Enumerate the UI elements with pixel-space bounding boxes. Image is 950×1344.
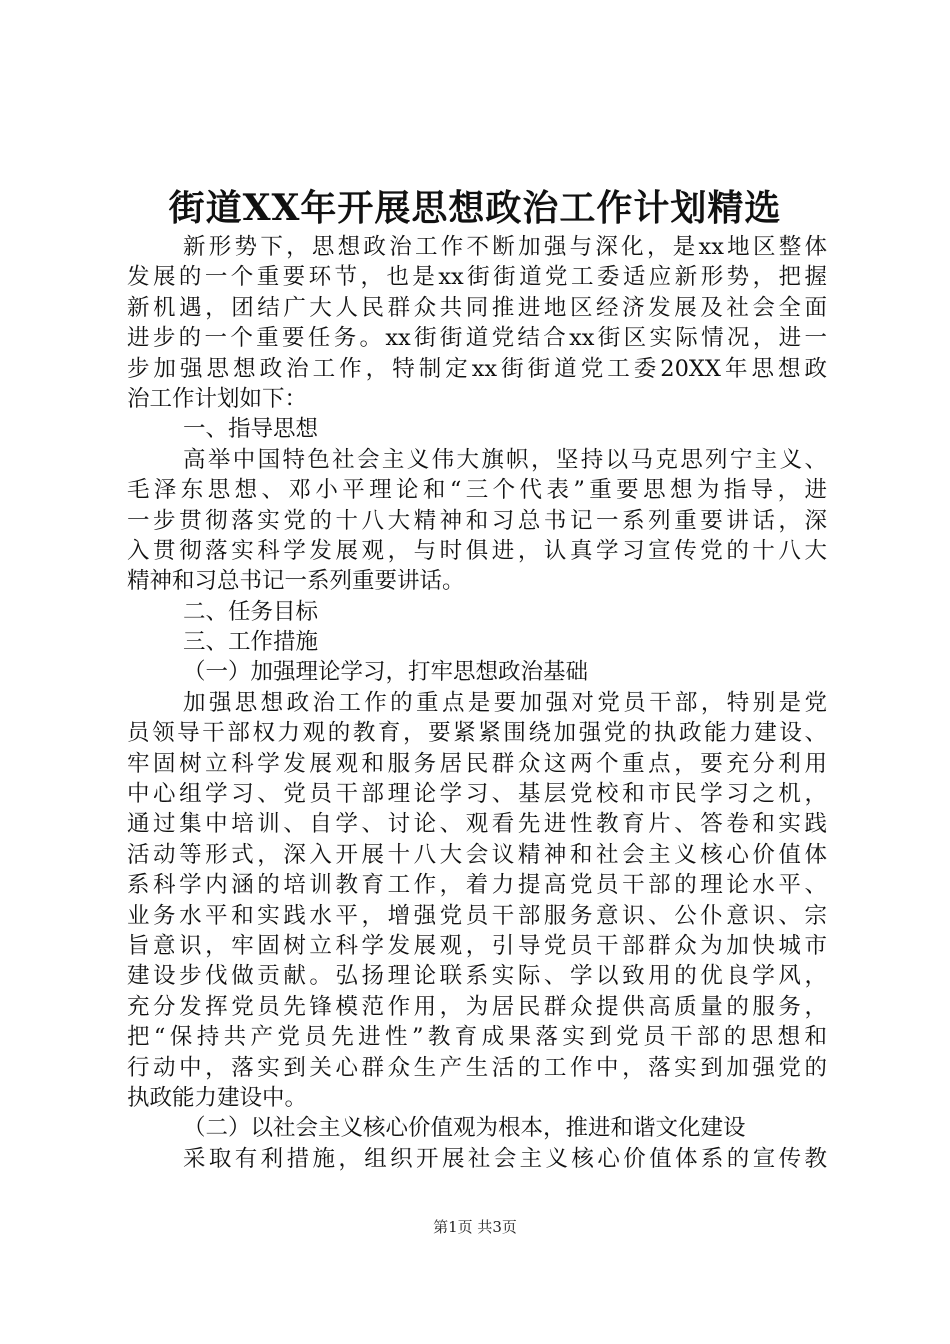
text-line: 步加强思想政治工作，特制定xx街街道党工委20XX年思想政 xyxy=(127,355,827,382)
text-line: 新形势下，思想政治工作不断加强与深化，是xx地区整体 xyxy=(183,234,827,260)
text-line: 员领导干部权力观的教育，要紧紧围绕加强党的执政能力建设、 xyxy=(127,720,827,747)
text-line: 采取有利措施，组织开展社会主义核心价值体系的宣传教 xyxy=(183,1145,827,1172)
text-line: 执政能力建设中。 xyxy=(127,1084,308,1111)
text-line: 进步的一个重要任务。xx街街道党结合xx街区实际情况，进一 xyxy=(127,325,827,352)
text-line: 高举中国特色社会主义伟大旗帜，坚持以马克思列宁主义、 xyxy=(183,446,827,473)
text-line: 毛泽东思想、邓小平理论和“三个代表”重要思想为指导，进 xyxy=(127,477,827,504)
page-footer: 第1页 共3页 xyxy=(433,1218,517,1236)
section-heading: 三、工作措施 xyxy=(183,629,319,656)
text-line: 系科学内涵的培训教育工作，着力提高党员干部的理论水平、 xyxy=(127,872,827,899)
text-line: 治工作计划如下： xyxy=(127,385,308,412)
text-line: 业务水平和实践水平，增强党员干部服务意识、公仆意识、宗 xyxy=(127,902,827,929)
text-line: 精神和习总书记一系列重要讲话。 xyxy=(127,568,465,595)
section-heading: 二、任务目标 xyxy=(183,598,319,625)
subsection-heading: （一）加强理论学习，打牢思想政治基础 xyxy=(183,659,589,686)
section-heading: 一、指导思想 xyxy=(183,416,319,443)
text-line: 建设步伐做贡献。弘扬理论联系实际、学以致用的优良学风， xyxy=(127,963,827,990)
text-line: 发展的一个重要环节，也是xx街街道党工委适应新形势，把握 xyxy=(127,264,827,291)
document-title: 街道XX年开展思想政治工作计划精选 xyxy=(168,187,782,229)
text-line: 中心组学习、党员干部理论学习、基层党校和市民学习之机， xyxy=(127,781,827,808)
text-line: 新机遇，团结广大人民群众共同推进地区经济发展及社会全面 xyxy=(127,294,827,321)
text-line: 通过集中培训、自学、讨论、观看先进性教育片、答卷和实践 xyxy=(127,811,827,838)
text-line: 充分发挥党员先锋模范作用，为居民群众提供高质量的服务， xyxy=(127,993,827,1020)
text-line: 入贯彻落实科学发展观，与时俱进，认真学习宣传党的十八大 xyxy=(127,537,827,564)
text-line: 活动等形式，深入开展十八大会议精神和社会主义核心价值体 xyxy=(127,841,827,868)
text-line: 行动中，落实到关心群众生产生活的工作中，落实到加强党的 xyxy=(127,1054,827,1081)
text-line: 一步贯彻落实党的十八大精神和习总书记一系列重要讲话，深 xyxy=(127,507,827,534)
document-body xyxy=(127,232,827,1174)
subsection-heading: （二）以社会主义核心价值观为根本，推进和谐文化建设 xyxy=(183,1115,746,1142)
text-line: 把“保持共产党员先进性”教育成果落实到党员干部的思想和 xyxy=(127,1024,827,1051)
text-line: 加强思想政治工作的重点是要加强对党员干部，特别是党 xyxy=(183,689,827,716)
text-line: 旨意识，牢固树立科学发展观，引导党员干部群众为加快城市 xyxy=(127,932,827,959)
text-line: 牢固树立科学发展观和服务居民群众这两个重点，要充分利用 xyxy=(127,750,827,777)
